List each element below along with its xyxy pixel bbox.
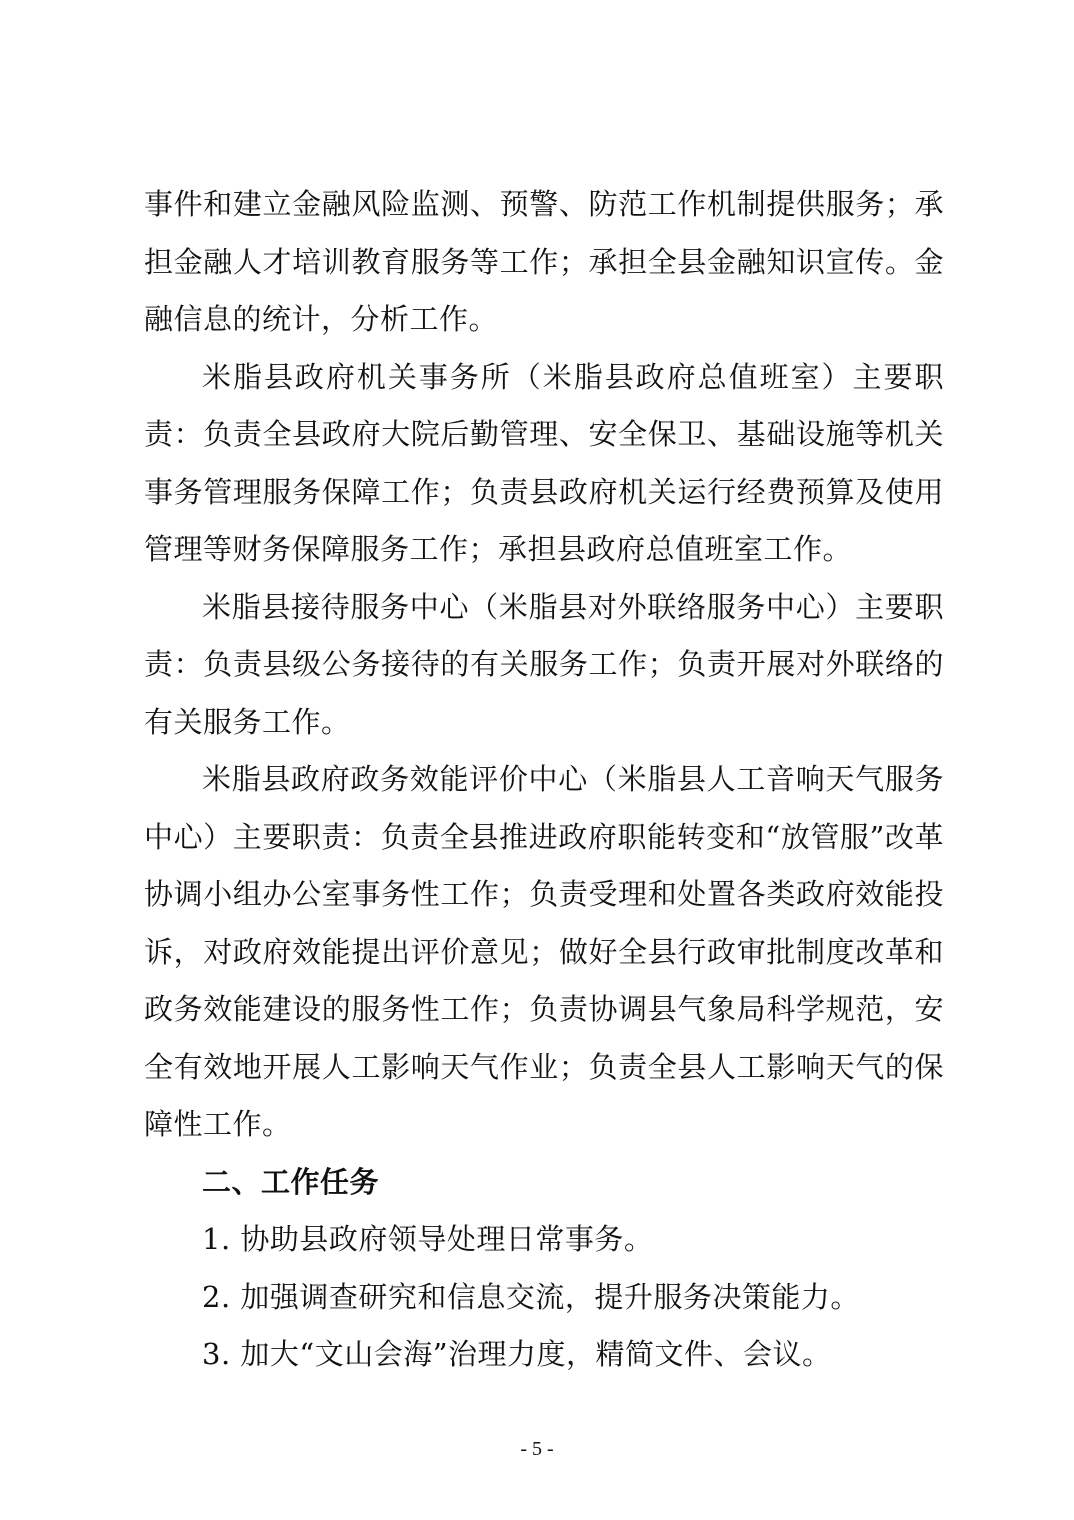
page-number: - 5 - bbox=[520, 1438, 554, 1460]
paragraph-continuation: 事件和建立金融风险监测、预警、防范工作机制提供服务；承担金融人才培训教育服务等工作；承担全县金融知识宣传。金融信息的统计，分析工作。 bbox=[144, 187, 944, 336]
section-heading: 二、工作任务 bbox=[202, 1164, 380, 1199]
task-item-1: 1. 协助县政府领导处理日常事务。 bbox=[202, 1222, 654, 1256]
body-text bbox=[144, 176, 944, 1384]
task-item-2: 2. 加强调查研究和信息交流，提升服务决策能力。 bbox=[202, 1279, 860, 1314]
paragraph-affairs-office: 米脂县政府机关事务所（米脂县政府总值班室）主要职责：负责全县政府大院后勤管理、安全保卫、基础设施等机关事务管理服务保障工作；负责县政府机关运行经费预算及使用管理等财务保障服务工作；承担县政府总值班室工作。 bbox=[144, 359, 944, 566]
paragraph-efficiency-center: 米脂县政府政务效能评价中心（米脂县人工音响天气服务中心）主要职责：负责全县推进政府职能转变和“放管服”改革协调小组办公室事务性工作；负责受理和处置各类政府效能投诉，对政府效能提出评价意见；做好全县行政审批制度改革和政务效能建设的服务性工作；负责协调县气象局科学规范，安全有效地开展人工影响天气作业；负责全县人工影响天气的保障性工作。 bbox=[144, 762, 944, 1141]
task-item-3: 3. 加大“文山会海”治理力度，精简文件、会议。 bbox=[202, 1337, 832, 1371]
paragraph-reception-center: 米脂县接待服务中心（米脂县对外联络服务中心）主要职责：负责县级公务接待的有关服务工作；负责开展对外联络的有关服务工作。 bbox=[144, 589, 944, 739]
